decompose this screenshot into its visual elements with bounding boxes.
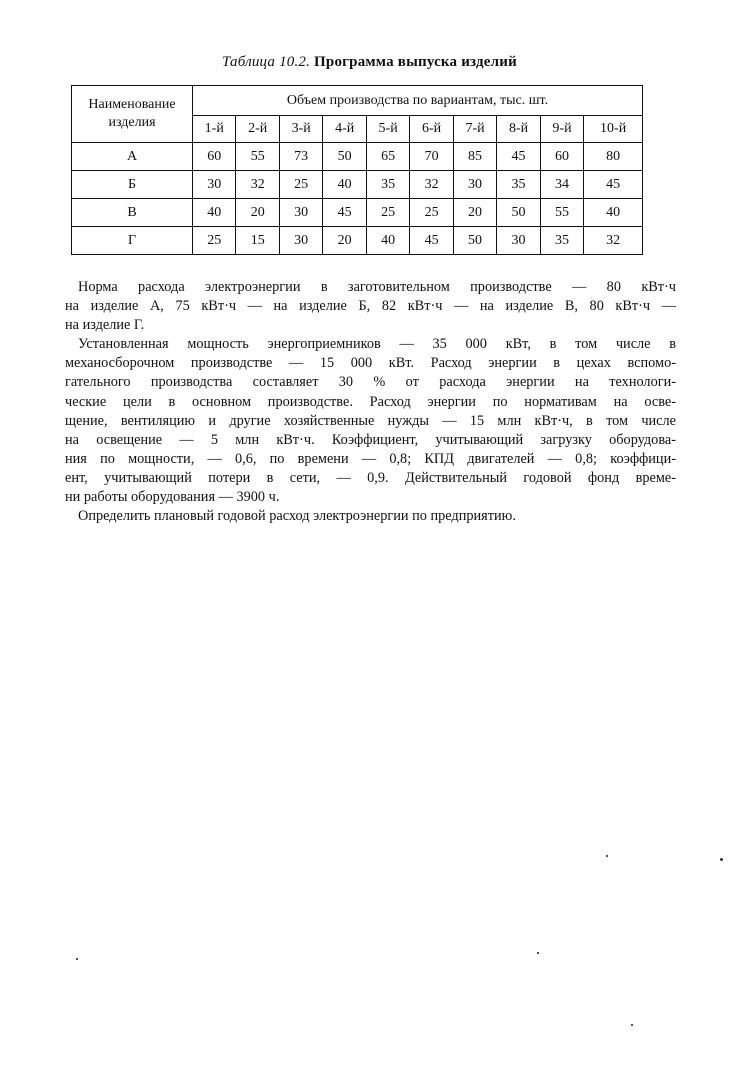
text-line: ни работы оборудования — 3900 ч. <box>65 489 280 506</box>
volume-cell: 35 <box>540 227 583 255</box>
text-line: механосборочном производстве — 15 000 кВт. Расход энергии в цехах вспомо- <box>65 355 676 372</box>
text-line: Норма расхода электроэнергии в заготовительном производстве — 80 кВт·ч <box>78 279 676 295</box>
volume-cell: 40 <box>193 199 236 227</box>
volume-cell: 40 <box>323 171 366 199</box>
volume-cell: 30 <box>497 227 540 255</box>
variant-header: 9-й <box>540 116 583 143</box>
volume-cell: 30 <box>279 199 322 227</box>
text-line: на изделие Г. <box>65 317 145 334</box>
text-line: Установленная мощность энергоприемников — 35 000 кВт, в том числе в <box>78 336 676 353</box>
text-line: на изделие А, 75 кВт·ч — на изделие Б, 82 кВт·ч — на изделие В, 80 кВт·ч — <box>65 298 676 315</box>
table-row <box>72 143 643 171</box>
product-name-cell: Г <box>72 227 193 255</box>
table-row <box>72 227 643 255</box>
volume-cell: 80 <box>584 143 643 171</box>
volume-cell: 25 <box>279 171 322 199</box>
volume-cell: 45 <box>497 143 540 171</box>
volume-cell: 85 <box>453 143 496 171</box>
product-name-cell: Б <box>72 171 193 199</box>
text-paragraph <box>65 335 676 507</box>
product-name-header: Наименование изделия <box>72 86 193 143</box>
production-table <box>71 85 643 255</box>
volume-cell: 45 <box>323 199 366 227</box>
text-line: на освещение — 5 млн кВт·ч. Коэффициент, учитывающий загрузку оборудова- <box>65 431 676 448</box>
table-caption <box>0 54 739 71</box>
volume-cell: 40 <box>366 227 409 255</box>
volume-cell: 20 <box>236 199 279 227</box>
text-line: Определить плановый годовой расход электроэнергии по предприятию. <box>78 508 516 525</box>
text-paragraph <box>65 507 676 526</box>
volume-group-header: Объем производства по вариантам, тыс. шт. <box>193 86 643 116</box>
volume-cell: 30 <box>193 171 236 199</box>
volume-cell: 32 <box>410 171 453 199</box>
volume-cell: 73 <box>279 143 322 171</box>
product-name-cell: В <box>72 199 193 227</box>
table-row <box>72 199 643 227</box>
product-name-cell: А <box>72 143 193 171</box>
text-line: щение, вентиляцию и другие хозяйственные нужды — 15 млн кВт·ч, в том числе <box>65 412 676 429</box>
volume-cell: 32 <box>236 171 279 199</box>
variant-header: 5-й <box>366 116 409 143</box>
volume-cell: 25 <box>193 227 236 255</box>
table-row <box>72 171 643 199</box>
volume-cell: 30 <box>279 227 322 255</box>
volume-cell: 50 <box>323 143 366 171</box>
scan-speck <box>606 855 608 857</box>
table-title: Программа выпуска изделий <box>314 54 517 70</box>
volume-cell: 32 <box>584 227 643 255</box>
volume-cell: 34 <box>540 171 583 199</box>
text-line: ческие цели в основном производстве. Расход энергии по нормативам на осве- <box>65 393 676 410</box>
table-number: Таблица 10.2. <box>222 54 311 70</box>
volume-cell: 50 <box>497 199 540 227</box>
scan-speck <box>537 952 539 954</box>
text-line: гательного производства составляет 30 % от расхода энергии на технологи- <box>65 374 676 391</box>
volume-cell: 60 <box>193 143 236 171</box>
volume-cell: 55 <box>236 143 279 171</box>
variant-header: 6-й <box>410 116 453 143</box>
table-body <box>72 143 643 255</box>
scan-speck <box>76 958 78 960</box>
text-line: ния по мощности, — 0,6, по времени — 0,8; КПД двигателей — 0,8; коэффици- <box>65 450 676 467</box>
volume-cell: 60 <box>540 143 583 171</box>
volume-cell: 55 <box>540 199 583 227</box>
volume-cell: 20 <box>453 199 496 227</box>
volume-cell: 70 <box>410 143 453 171</box>
variant-header: 10-й <box>584 116 643 143</box>
scan-speck <box>631 1024 633 1026</box>
text-line: ент, учитывающий потери в сети, — 0,9. Действительный годовой фонд време- <box>65 469 676 486</box>
problem-text <box>65 278 676 526</box>
variant-header: 1-й <box>193 116 236 143</box>
variant-header: 2-й <box>236 116 279 143</box>
volume-cell: 45 <box>584 171 643 199</box>
volume-cell: 35 <box>497 171 540 199</box>
volume-cell: 15 <box>236 227 279 255</box>
volume-cell: 30 <box>453 171 496 199</box>
volume-cell: 50 <box>453 227 496 255</box>
variant-header: 7-й <box>453 116 496 143</box>
volume-cell: 35 <box>366 171 409 199</box>
variant-header: 4-й <box>323 116 366 143</box>
volume-cell: 65 <box>366 143 409 171</box>
volume-cell: 20 <box>323 227 366 255</box>
volume-cell: 25 <box>410 199 453 227</box>
variant-header: 8-й <box>497 116 540 143</box>
variant-header: 3-й <box>279 116 322 143</box>
text-paragraph <box>65 278 676 335</box>
volume-cell: 45 <box>410 227 453 255</box>
volume-cell: 40 <box>584 199 643 227</box>
scan-speck <box>720 858 723 861</box>
volume-cell: 25 <box>366 199 409 227</box>
